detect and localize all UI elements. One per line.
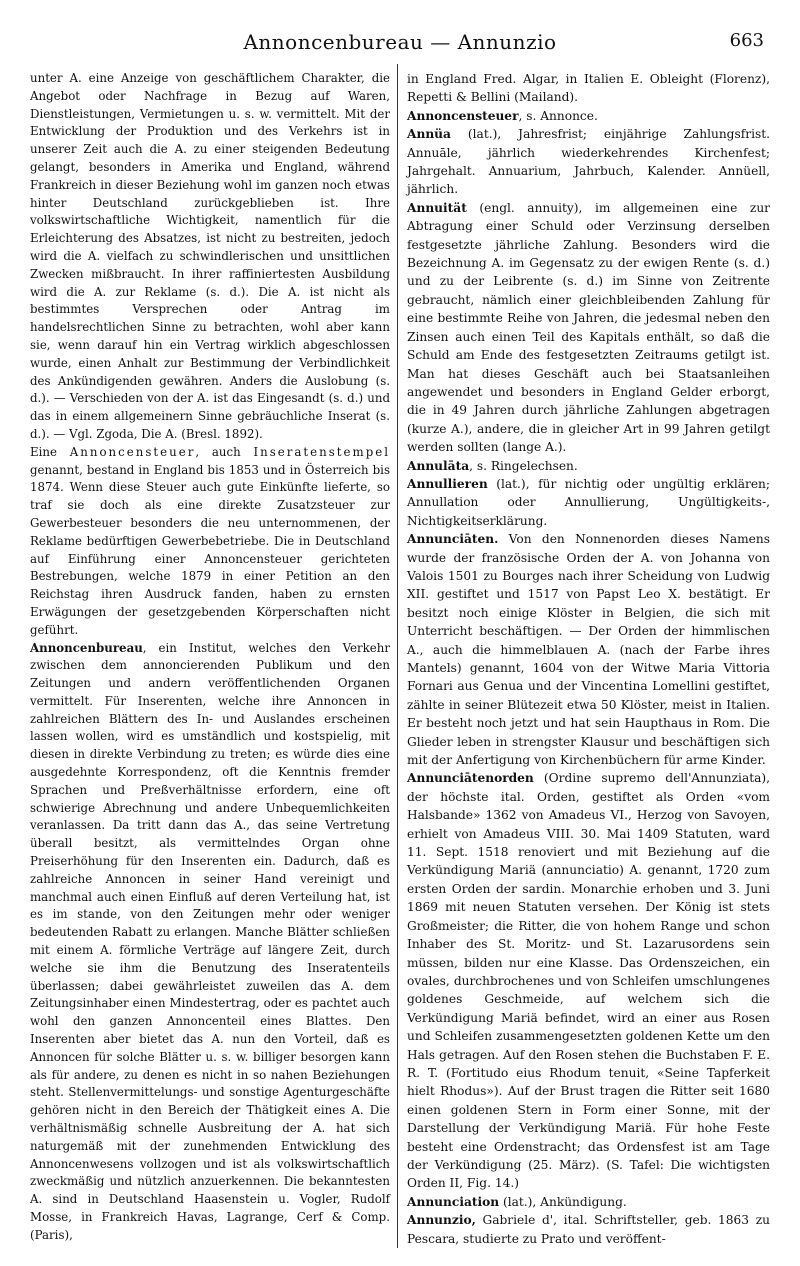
entry-annunciaten: Annunciāten. Von den Nonnenorden dieses Namens wurde der französische Orden der A. von Johanna von Valois 1501 zu Bourges nach ihrer Scheidung von Ludwig XII. gestiftet und 1517 von Papst Leo X. bestätigt. Er besitzt noch einige Klöster in Belgien, die sich mit Unterricht beschäftigen. — Der Orden der himmlischen A., auch die himmelblauen A. (nach der Farbe ihres Mantels) genannt, 1604 von der Witwe Maria Vittoria Fornari aus Genua und der Vincentina Lomellini gestiftet, zählte in seiner Blütezeit etwa 50 Klöster, meist in Italien. Er besteht noch jetzt und hat sein Haupthaus in Rom. Die Glieder leben in strengster Klausur und beschäftigen sich mit der Anfertigung von Kirchenbüchern für arme Kinder. (407, 532, 770, 768)
entry-annoncensteuer: Eine Annoncensteuer, auch Inseratenstempel genannt, bestand in England bis 1853 und in Österreich bis 1874. Wenn diese Steuer auch gute Einkünfte lieferte, so traf sie doch als eine direkte Zusatzsteuer zur Gewerbesteuer besonders die neu unternommenen, der Reklame bedürftigen Gewerbebetriebe. Die in Deutschland auf Einführung einer Annoncensteuer gerichteten Bestrebungen, welche 1879 in einer Petition an den Reichstag ihren Ausdruck fanden, haben zu ernsten Erwägungen der gesetzgebenden Körperschaften nicht geführt. (30, 444, 391, 637)
entry-annunzio: Annunzio, Gabriele d', ital. Schriftsteller, geb. 1863 zu Pescara, studierte zu Prato und veröffent- (407, 1213, 770, 1246)
entry-annoncensteuer-ref: Annoncensteuer, s. Annonce. (407, 108, 598, 123)
term-annoncensteuer: Annoncensteuer (69, 444, 196, 459)
headword: Annüa (407, 127, 451, 142)
headword: Annuität (407, 200, 467, 215)
entry-annonce-continuation: unter A. eine Anzeige von geschäftlichem Charakter, die Angebot oder Nachfrage in Bezug auf Waren, Dienstleistungen, Vermietungen u. s. w. vermittelt. Mit der Entwicklung der Produktion und des Verkehrs ist in unserer Zeit auch die A. zu einer steigenden Bedeutung gelangt, besonders in Amerika und England, während Frankreich in dieser Beziehung wohl im ganzen noch etwas hinter Deutschland zurückgeblieben ist. Ihre volkswirtschaftliche Wichtigkeit, namentlich für die Erleichterung des Absatzes, ist nicht zu bestreiten, jedoch wird die A. vielfach zu schwindlerischen und unsittlichen Zwecken mißbraucht. In ihrer raffiniertesten Ausbildung wird die A. zur Reklame (s. d.). Die A. ist nicht als bestimmtes Versprechen oder Antrag im handelsrechtlichen Sinne zu betrachten, wohl aber kann sie, wenn darauf hin ein Vertrag wirklich abgeschlossen wurde, einen Anhalt zur Bestimmung der Verbindlichkeit des Ankündigenden gewähren. Anders die Auslobung (s. d.). — Verschieden von der A. ist das Eingesandt (s. d.) und das in einem allgemeinern Sinne gebräuchliche Inserat (s. d.). — Vgl. Zgoda, Die A. (Bresl. 1892). (30, 71, 390, 441)
entry-annunciation: Annunciation (lat.), Ankündigung. (407, 1194, 627, 1209)
running-title: Annoncenbureau — Annunzio (243, 30, 557, 54)
entry-annulata: Annulāta, s. Ringelechsen. (407, 458, 578, 473)
headword: Annoncenbureau (30, 640, 143, 655)
column-divider (397, 64, 398, 1248)
right-column (407, 70, 770, 1248)
entry-annuitat: Annuität (engl. annuity), im allgemeinen eine zur Abtragung einer Schuld oder Verzinsung derselben festgesetzte jährliche Zahlung. Besonders wird die Bezeichnung A. im Gegensatz zu der ewigen Rente (s. d.) und zu der Leibrente (s. d.) im Sinne von Zeitrente gebraucht, nämlich einer gleichbleibenden Zahlung für eine bestimmte Reihe von Jahren, die jedesmal neben den Zinsen auch einen Teil des Kapitals enthält, so daß die Schuld am Ende des festgesetzten Zeitraums getilgt ist. Man hat dieses Geschäft auch bei Staatsanleihen angewendet und besonders in England Gelder erborgt, die in 49 Jahren durch jährliche Zahlungen abgetragen (kurze A.), andere, die in gleicher Art in 99 Jahren getilgt werden sollten (lange A.). (407, 200, 770, 455)
entry-annua: Annüa (lat.), Jahresfrist; einjährige Zahlungsfrist. Annuāle, jährlich wiederkehrendes Kirchenfest; Jahrgehalt. Annuarium, Jahrbuch, Kalender. Annüell, jährlich. (407, 127, 770, 197)
headword: Annullieren (407, 476, 488, 491)
headword: Annunciāten. (407, 532, 499, 547)
entry-annunciatenorden: Annunciātenorden (Ordine supremo dell'Annunziata), der höchste ital. Orden, gestiftet als Orden «vom Halsbande» 1362 von Amadeus VI., Herzog von Savoyen, erhielt von Amadeus VIII. 30. Mai 1409 Statuten, ward 11. Sept. 1518 renoviert und mit Beziehung auf die Verkündigung Mariä (annunciatio) A. genannt, 1720 zum ersten Orden der sardin. Monarchie erhoben und 3. Juni 1869 mit neuen Statuten versehen. Der König ist stets Großmeister; die Ritter, die von hohem Range und schon Inhaber des St. Moritz- und St. Lazarusordens sein müssen, bilden nur eine Klasse. Das Ordenszeichen, ein ovales, durchbrochenes und von Schleifen umschlungenes goldenes Geschmeide, auf welchem sich die Verkündigung Mariä befindet, wird an einer aus Rosen und Schleifen zusammengesetzten goldenen Kette um den Hals getragen. Auf den Rosen stehen die Buchstaben F. E. R. T. (Fortitudo eius Rhodum tenuit, «Seine Tapferkeit hielt Rhodus»). Auf der Brust tragen die Ritter seit 1680 einen goldenen Stern in Form einer Sonne, mit der Darstellung der Verkündigung Mariä. Für hohe Feste besteht eine Ordenstracht; das Ordensfest ist am Tage der Verkündigung (25. März). (S. Tafel: Die wichtigsten Orden II, Fig. 14.) (407, 771, 770, 1191)
left-column (30, 70, 390, 1245)
term-inseratenstempel: Inseratenstempel (253, 444, 391, 459)
headword: Annunciation (407, 1194, 500, 1209)
entry-annoncenbureau: Annoncenbureau, ein Institut, welches den Verkehr zwischen dem annoncierenden Publikum und den Zeitungen und andern veröffentlichenden Organen vermittelt. Für Inserenten, welche ihre Annoncen in zahlreichen Blättern des In- und Auslandes erscheinen lassen wollen, wird es umständlich und kostspielig, mit diesen in direkte Verbindung zu treten; es würde dies eine ausgedehnte Korrespondenz, oft die Kenntnis fremder Sprachen und Preßverhältnisse erfordern, eine oft schwierige Abrechnung und andere Unbequemlichkeiten veranlassen. Da tritt dann das A., das seine Vertretung überall besitzt, als vermittelndes Organ ohne Preiserhöhung für den Inserenten ein. Dadurch, daß es zahlreiche Annoncen in seiner Hand vereinigt und manchmal auch einen Einfluß auf deren Verteilung hat, ist es im stande, von den Zeitungen mehr oder weniger bedeutenden Rabatt zu erlangen. Manche Blätter schließen mit einem A. förmliche Verträge auf längere Zeit, durch welche sie ihm die Benutzung des Inseratenteils überlassen; dabei gewährleistet zuweilen das A. dem Zeitungsinhaber einen Mindestertrag, oder es pachtet auch wohl den ganzen Annoncenteil eines Blattes. Den Inserenten aber bietet das A. nun den Vorteil, daß es Annoncen für solche Blätter u. s. w. billiger besorgen kann als für andere, zu denen es nicht in so nahen Beziehungen steht. Stellenvermittelungs- und sonstige Agenturgeschäfte gehören nicht in den Bereich der Thätigkeit eines A. Die verhältnismäßig schnelle Ausbreitung der A. hat sich naturgemäß mit der zunehmenden Entwicklung des Annoncenwesens vollzogen und ist als volkswirtschaftlich zweckmäßig und nützlich anzuerkennen. Die bekanntesten A. sind in Deutschland Haasenstein u. Vogler, Rudolf Mosse, in Frankreich Havas, Lagrange, Cerf & Comp. (Paris), (30, 640, 390, 1242)
entry-annullieren: Annullieren (lat.), für nichtig oder ungültig erklären; Annullation oder Annullierung, Ungültigkeits-, Nichtigkeitserklärung. (407, 476, 770, 528)
headword: Annunzio, (407, 1213, 476, 1228)
page-number: 663 (729, 30, 764, 51)
entry-annoncenbureau-continuation: in England Fred. Algar, in Italien E. Obleight (Florenz), Repetti & Bellini (Mailand). (407, 72, 770, 105)
headword: Annunciātenorden (407, 771, 534, 786)
headword: Annulāta (407, 458, 470, 473)
headword: Annoncensteuer (407, 108, 519, 123)
